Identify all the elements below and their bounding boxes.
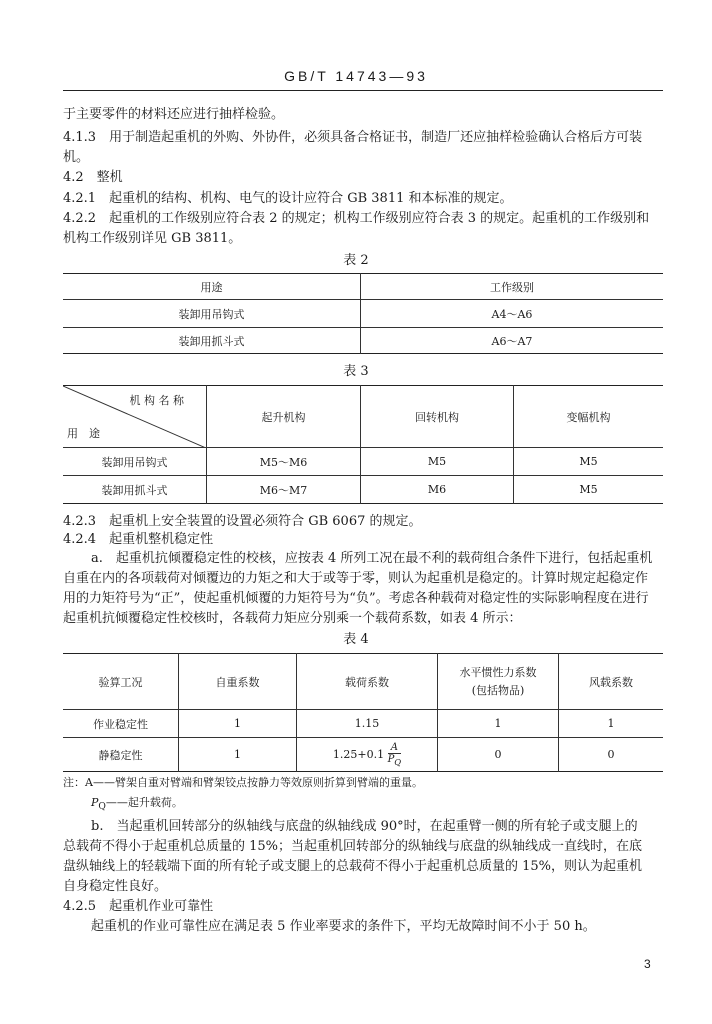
table-cell: 0 xyxy=(438,738,559,772)
table-4-note-2 xyxy=(91,795,183,815)
text-line: 机。 xyxy=(63,150,90,165)
text-line: 起重机的作业可靠性应在满足表 5 作业率要求的条件下，平均无故障时间不小于 50 h。 xyxy=(91,919,596,934)
text-line: 盘纵轴线上的轻载端下面的所有轮子或支腿上的总载荷不得小于起重机总质量的 15%，则认为起重机 xyxy=(63,859,643,874)
table-3 xyxy=(63,385,663,504)
text-line: 总载荷不得小于起重机总质量的 15%；当起重机回转部分的纵轴线与底盘的纵轴线成一直线时，在底 xyxy=(63,839,643,854)
item-b-text: b. 当起重机回转部分的纵轴线与底盘的纵轴线成 90°时，在起重臂一侧的所有轮子或支腿上的 xyxy=(91,819,638,834)
header-line: 水平惯性力系数 xyxy=(459,665,537,679)
table-cell: 1 xyxy=(179,710,297,738)
table-header-cell: 载荷系数 xyxy=(297,654,438,710)
table-header-cell: 验算工况 xyxy=(98,675,143,689)
table-cell: 0 xyxy=(559,738,664,772)
text-line: 用的力矩符号为“正”，使起重机倾覆的力矩符号为“负”。考虑各种载荷对稳定性的实际影响程度在进行 xyxy=(63,591,649,606)
table-cell: 装卸用吊钩式 xyxy=(63,300,361,328)
table-cell: A4～A6 xyxy=(361,300,664,328)
denominator-subscript: Q xyxy=(394,756,402,767)
item-a-text: a. 起重机抗倾覆稳定性的校核，应按表 4 所列工况在最不利的载荷组合条件下进行，包括起重机 xyxy=(91,551,653,566)
diagonal-top-label: 机 构 名 称 xyxy=(129,394,184,407)
load-factor-formula xyxy=(297,738,438,772)
clause-4-2-1: 4.2.1 起重机的结构、机构、电气的设计应符合 GB 3811 和本标准的规定。 xyxy=(63,191,513,206)
table-header-cell: 回转机构 xyxy=(361,386,514,448)
table-cell: 静稳定性 xyxy=(63,738,179,772)
table-cell: M5 xyxy=(361,448,514,476)
table-header-cell: 自重系数 xyxy=(179,654,297,710)
note-symbol: P xyxy=(91,796,99,809)
formula-prefix: 1.25+0.1 xyxy=(332,747,385,761)
text-line: 自身稳定性良好。 xyxy=(63,879,168,894)
table-cell: 作业稳定性 xyxy=(63,710,179,738)
note-text: ——起升载荷。 xyxy=(105,796,183,809)
table-cell: 1 xyxy=(179,738,297,772)
table-4-note-1: 注：A——臂架自重对臂端和臂架铰点按静力等效原则折算到臂端的重量。 xyxy=(63,776,423,789)
text-line: 于主要零件的材料还应进行抽样检验。 xyxy=(63,107,285,122)
table-cell: 1.15 xyxy=(297,710,438,738)
table-header-cell xyxy=(438,654,559,710)
table-header-cell: 用途 xyxy=(200,280,223,294)
text-line: 机构工作级别详见 GB 3811。 xyxy=(63,231,242,246)
table-header-cell: 起升机构 xyxy=(207,386,361,448)
section-4-2-heading: 4.2 整机 xyxy=(63,170,123,185)
diagonal-bottom-label: 用 途 xyxy=(67,427,100,440)
fraction-numerator: A xyxy=(388,742,402,754)
table-2 xyxy=(63,273,663,354)
document-header: GB/T 14743—93 xyxy=(284,68,428,84)
clause-4-2-3: 4.2.3 起重机上安全装置的设置必须符合 GB 6067 的规定。 xyxy=(63,514,422,529)
clause-4-1-3: 4.1.3 用于制造起重机的外购、外协件，必须具备合格证书，制造厂还应抽样检验确认合格后方可装 xyxy=(63,130,643,145)
table-2-caption: 表 2 xyxy=(343,253,369,268)
table-header-cell: 工作级别 xyxy=(361,274,664,300)
table-4-caption: 表 4 xyxy=(343,632,369,647)
table-cell: 装卸用抓斗式 xyxy=(63,476,207,504)
table-4 xyxy=(63,653,663,772)
fraction-denominator xyxy=(388,754,402,765)
table-cell: 装卸用抓斗式 xyxy=(63,328,361,354)
clause-4-2-2: 4.2.2 起重机的工作级别应符合表 2 的规定；机构工作级别应符合表 3 的规定。起重机的工作级别和 xyxy=(63,211,650,226)
header-line: (包括物品) xyxy=(471,683,525,697)
clause-4-2-5-heading: 4.2.5 起重机作业可靠性 xyxy=(63,899,214,914)
table-cell: 1 xyxy=(438,710,559,738)
text-line: 起重机抗倾覆稳定性校核时，各载荷力矩应分别乘一个载荷系数，如表 4 所示： xyxy=(63,611,522,626)
note-subscript: Q xyxy=(98,801,106,813)
header-rule xyxy=(63,90,663,91)
page-number: 3 xyxy=(644,957,651,971)
formula-fraction xyxy=(388,742,402,768)
clause-4-2-4-heading: 4.2.4 起重机整机稳定性 xyxy=(63,532,214,547)
table-cell: M6 xyxy=(361,476,514,504)
text-line: 自重在内的各项载荷对倾覆边的力矩之和大于或等于零，则认为起重机是稳定的。计算时规定起稳定作 xyxy=(63,571,649,586)
table-3-caption: 表 3 xyxy=(343,364,369,379)
table-cell: M5～M6 xyxy=(207,448,361,476)
diagonal-header-cell xyxy=(63,386,207,448)
table-cell: M5 xyxy=(514,476,664,504)
table-cell: A6～A7 xyxy=(361,328,664,354)
table-cell: M5 xyxy=(514,448,664,476)
table-cell: M6～M7 xyxy=(207,476,361,504)
table-cell: 1 xyxy=(559,710,664,738)
table-header-cell: 风载系数 xyxy=(559,654,664,710)
table-header-cell: 变幅机构 xyxy=(514,386,664,448)
denominator-symbol: P xyxy=(387,753,395,765)
table-cell: 装卸用吊钩式 xyxy=(63,448,207,476)
